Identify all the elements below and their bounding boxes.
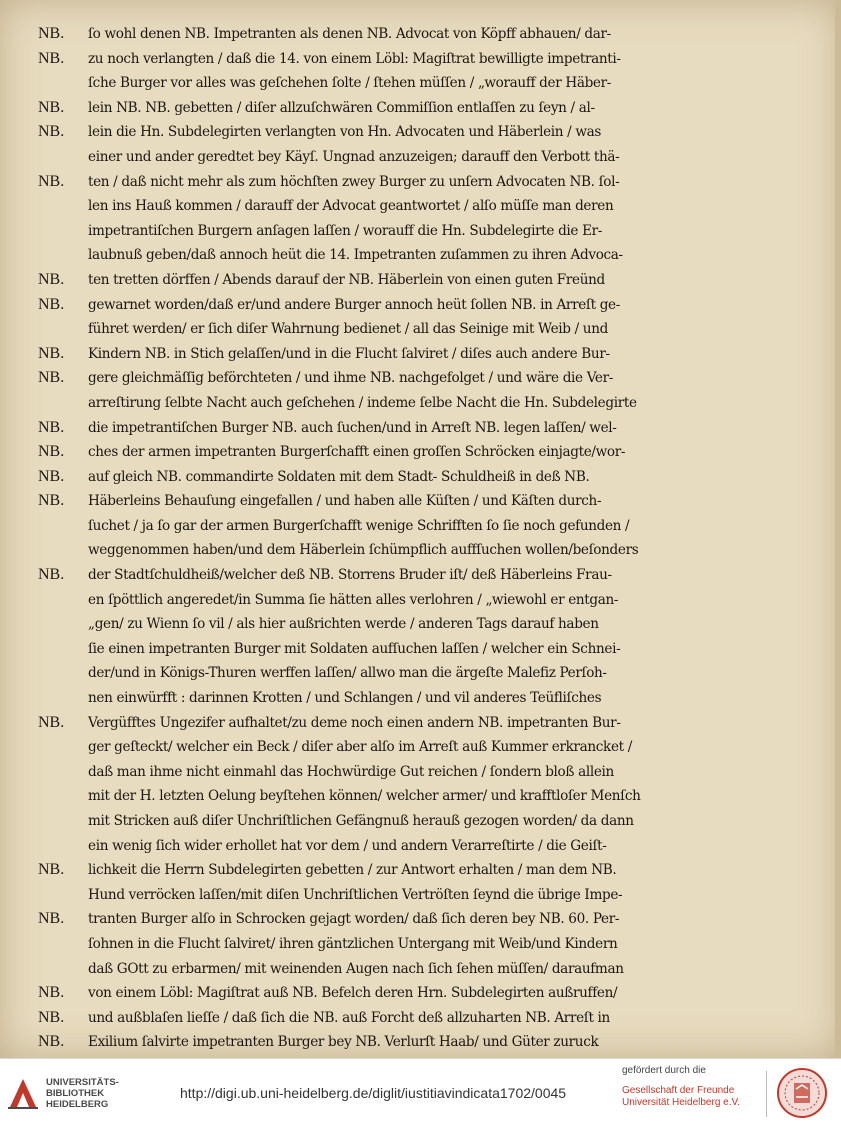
margin-note: NB. — [38, 98, 65, 116]
line-text: daß man ihme nicht einmahl das Hochwürdige Gut reichen / ſondern bloß allein — [88, 763, 614, 780]
text-line — [0, 538, 835, 563]
text-line — [0, 932, 835, 957]
text-block — [0, 22, 835, 1080]
line-text: lein NB. NB. gebetten / diſer allzuſchwären Commiſſion entlaſſen zu ſeyn / al- — [88, 99, 595, 116]
line-text: daß GOtt zu erbarmen/ mit weinenden Augen nach ſich ſehen müſſen/ daraufman — [88, 960, 624, 977]
line-text: lichkeit die Herrn Subdelegirten gebetten / zur Antwort erhalten / man dem NB. — [88, 862, 617, 879]
line-text: und außblaſen lieſſe / daß ſich die NB. auß Forcht deß allzuharten NB. Arreſt in — [88, 1009, 610, 1026]
line-text: mit der H. letzten Oelung beyſtehen können/ welcher armer/ und krafftloſer Menſch — [88, 788, 641, 805]
text-line — [0, 834, 835, 859]
text-line — [0, 760, 835, 785]
text-line — [0, 784, 835, 809]
margin-note: NB. — [38, 910, 65, 928]
text-line — [0, 489, 835, 514]
line-text: gere gleichmäſſig beförchteten / und ihme NB. nachgefolget / und wäre die Ver- — [88, 370, 614, 387]
sponsor-name-line-2: Universität Heidelberg e.V. — [622, 1097, 741, 1108]
line-text: impetrantiſchen Burgern anſagen laſſen / worauff die Hn. Subdelegirte die Er- — [88, 222, 603, 239]
line-text: lein die Hn. Subdelegirten verlangten von Hn. Advocaten und Häberlein / was — [88, 124, 602, 141]
margin-note: NB. — [38, 566, 65, 584]
library-logo-icon — [8, 1075, 38, 1109]
university-seal-icon — [776, 1067, 828, 1119]
text-line — [0, 120, 835, 145]
sponsor-caption: gefördert durch die — [622, 1065, 706, 1076]
library-name-line-1: UNIVERSITÄTS- — [46, 1077, 119, 1088]
text-line — [0, 366, 835, 391]
line-text: zu noch verlangten / daß die 14. von einem Löbl: Magiſtrat bewilligte impetranti- — [88, 50, 621, 67]
text-line — [0, 268, 835, 293]
text-line — [0, 47, 835, 72]
text-line — [0, 243, 835, 268]
margin-note: NB. — [38, 295, 65, 313]
line-text: ten tretten dörffen / Abends darauf der NB. Häberlein von einen guten Freünd — [88, 271, 605, 288]
line-text: führet werden/ er ſich diſer Wahrnung bedienet / all das Seinige mit Weib / und — [88, 321, 608, 338]
text-line — [0, 957, 835, 982]
margin-note: NB. — [38, 713, 65, 731]
margin-note: NB. — [38, 1033, 65, 1051]
margin-note: NB. — [38, 467, 65, 485]
line-text: mit Stricken auß diſer Unchriſtlichen Gefängnuß herauß gezogen worden/ da dann — [88, 813, 634, 829]
library-name-line-3: HEIDELBERG — [46, 1099, 109, 1110]
line-text: der/und in Königs-Thuren werffen laſſen/ allwo man die ärgeſte Malefiz Perſoh- — [88, 665, 607, 682]
line-text: Exilium ſalvirte impetranten Burger bey NB. Verlurſt Haab/ und Güter zuruck — [88, 1034, 599, 1051]
line-text: gewarnet worden/daß er/und andere Burger annoch heüt ſollen NB. in Arreſt ge- — [88, 296, 620, 313]
sponsor-name-line-1: Gesellschaft der Freunde — [622, 1085, 735, 1096]
text-line — [0, 219, 835, 244]
text-line — [0, 391, 835, 416]
sponsor-name — [622, 1085, 772, 1109]
line-text: Kindern NB. in Stich gelaſſen/und in die Flucht ſalviret / diſes auch andere Bur- — [88, 345, 610, 362]
line-text: arreſtirung ſelbte Nacht auch geſchehen / indeme ſelbe Nacht die Hn. Subdelegirte — [88, 394, 637, 411]
text-line — [0, 661, 835, 686]
line-text: Vergüfftes Ungezifer aufhaltet/zu deme noch einen andern NB. impetranten Bur- — [88, 714, 621, 731]
text-line — [0, 170, 835, 195]
line-text: auf gleich NB. commandirte Soldaten mit dem Stadt- Schuldheiß in deß NB. — [88, 468, 590, 485]
sponsor-divider — [766, 1071, 767, 1117]
line-text: ger geſteckt/ welcher ein Beck / diſer aber alſo im Arreſt auß Kummer erkrancket / — [88, 739, 632, 756]
line-text: Häberleins Behauſung eingefallen / und haben alle Küſten / und Käſten durch- — [88, 493, 602, 510]
text-line — [0, 416, 835, 441]
line-text: ches der armen impetranten Burgerſchafft einen groſſen Schröcken einjagte/wor- — [88, 444, 626, 461]
text-line — [0, 907, 835, 932]
text-line — [0, 883, 835, 908]
text-line — [0, 809, 835, 834]
text-line — [0, 1030, 835, 1055]
line-text: der Stadtſchuldheiß/welcher deß NB. Storrens Bruder iſt/ deß Häberleins Frau- — [88, 567, 612, 584]
line-text: ſohnen in die Flucht ſalviret/ ihren gäntzlichen Untergang mit Weib/und Kindern — [88, 935, 618, 952]
line-text: weggenommen haben/und dem Häberlein ſchümpflich auffſuchen wollen/beſonders — [88, 542, 639, 559]
line-text: „gen/ zu Wienn ſo vil / als hier außrichten werde / anderen Tags darauf haben — [88, 616, 599, 633]
text-line — [0, 22, 835, 47]
margin-note: NB. — [38, 492, 65, 510]
text-line — [0, 588, 835, 613]
line-text: ſche Burger vor alles was geſchehen ſolte / ſtehen müſſen / „worauff der Häber- — [88, 75, 612, 92]
line-text: einer und ander geredtet bey Käyſ. Ungnad anzuzeigen; darauff den Verbott thä- — [88, 148, 620, 165]
text-line — [0, 145, 835, 170]
line-text: ein wenig ſich wider erhollet hat vor dem / und andern Verarreſtirte / die Geiſt- — [88, 837, 607, 854]
margin-note: NB. — [38, 172, 65, 190]
margin-note: NB. — [38, 270, 65, 288]
line-text: nen einwürfft : darinnen Krotten / und Schlangen / und vil anderes Teüfliſches — [88, 690, 602, 707]
margin-note: NB. — [38, 369, 65, 387]
text-line — [0, 711, 835, 736]
page-edge — [835, 0, 841, 1058]
text-line — [0, 1006, 835, 1031]
margin-note: NB. — [38, 123, 65, 141]
line-text: ſie einen impetranten Burger mit Soldaten aufſuchen laſſen / welcher ein Schnei- — [88, 640, 621, 657]
permalink-url[interactable]: http://digi.ub.uni-heidelberg.de/diglit/iustitiavindicata1702/0045 — [180, 1085, 567, 1101]
line-text: die impetrantiſchen Burger NB. auch ſuchen/und in Arreſt NB. legen laſſen/ wel- — [88, 419, 617, 436]
margin-note: NB. — [38, 984, 65, 1002]
line-text: len ins Hauß kommen / darauff der Advocat geantwortet / alſo müſſe man deren — [88, 198, 614, 215]
text-line — [0, 735, 835, 760]
text-line — [0, 563, 835, 588]
line-text: tranten Burger alſo in Schrocken gejagt worden/ daß ſich deren bey NB. 60. Per- — [88, 911, 620, 928]
text-line — [0, 858, 835, 883]
margin-note: NB. — [38, 25, 65, 42]
text-line — [0, 194, 835, 219]
text-line — [0, 981, 835, 1006]
text-line — [0, 293, 835, 318]
margin-note: NB. — [38, 1008, 65, 1026]
library-logo-text — [46, 1077, 156, 1110]
text-line — [0, 342, 835, 367]
margin-note: NB. — [38, 861, 65, 879]
margin-note: NB. — [38, 443, 65, 461]
text-line — [0, 686, 835, 711]
text-line — [0, 440, 835, 465]
margin-note: NB. — [38, 49, 65, 67]
line-text: laubnuß geben/daß annoch heüt die 14. Impetranten zuſammen zu ihren Advoca- — [88, 247, 623, 264]
text-line — [0, 514, 835, 539]
line-text: ten / daß nicht mehr als zum höchſten zwey Burger zu unſern Advocaten NB. ſol- — [88, 173, 620, 190]
text-line — [0, 465, 835, 490]
line-text: ſo wohl denen NB. Impetranten als denen NB. Advocat von Köpff abhauen/ dar- — [88, 26, 611, 42]
margin-note: NB. — [38, 344, 65, 362]
margin-note: NB. — [38, 418, 65, 436]
text-line — [0, 96, 835, 121]
text-line — [0, 317, 835, 342]
line-text: von einem Löbl: Magiſtrat auß NB. Befelch deren Hrn. Subdelegirten außruffen/ — [88, 985, 618, 1002]
line-text: ſuchet / ja ſo gar der armen Burgerſchafft wenige Schrifften ſo ſie noch gefunden / — [88, 517, 630, 534]
text-line — [0, 637, 835, 662]
library-name-line-2: BIBLIOTHEK — [46, 1088, 105, 1099]
line-text: en ſpöttlich angeredet/in Summa ſie hätten alles verlohren / „wiewohl er entgan- — [88, 591, 619, 608]
footer-bar — [0, 1058, 841, 1125]
text-line — [0, 71, 835, 96]
text-line — [0, 612, 835, 637]
line-text: Hund verröcken laſſen/mit diſen Unchriſtlichen Vertröſten ſeynd die übrige Impe- — [88, 886, 623, 903]
